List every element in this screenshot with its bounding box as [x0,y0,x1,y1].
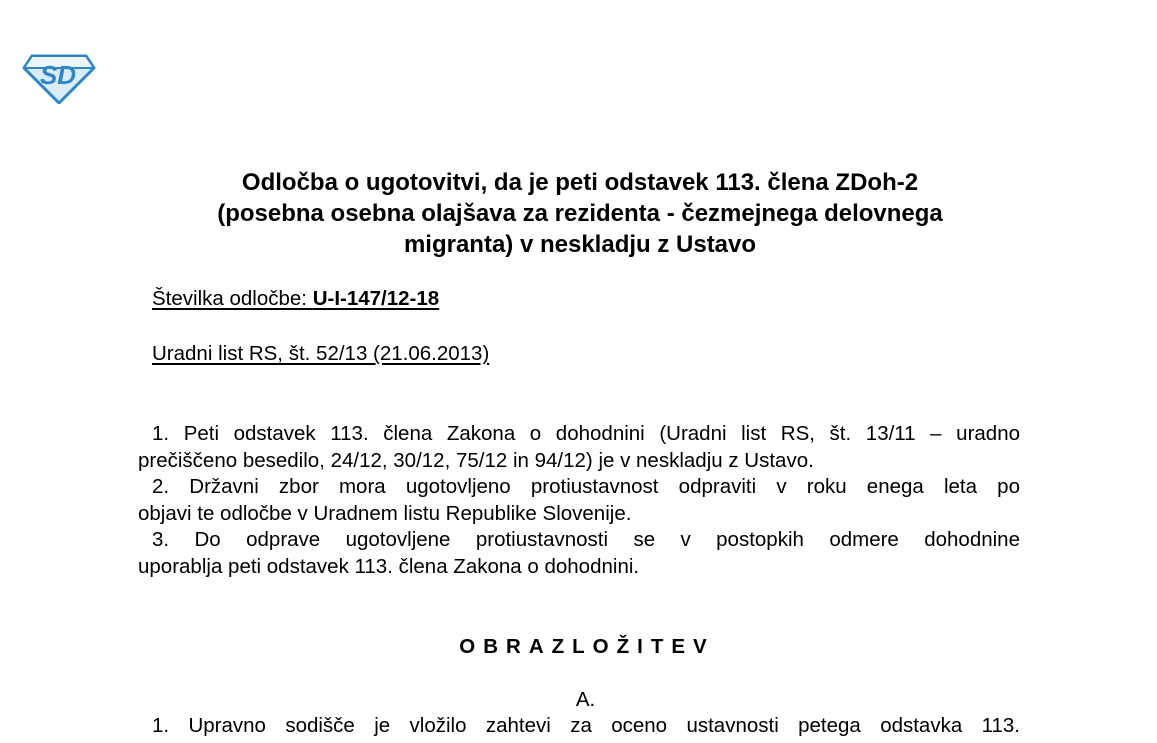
section-a-point-1: 1. Upravno sodišče je vložilo zahtevi za oceno ustavnosti petega odstavka 113. [152,714,1020,737]
point-2-rest: objavi te odločbe v Uradnem listu Republike Slovenije. [138,501,632,525]
point-1-first-line: 1. Peti odstavek 113. člena Zakona o dohodnini (Uradni list RS, št. 13/11 – uradno [152,422,1020,445]
point-1-rest: prečiščeno besedilo, 24/12, 30/12, 75/12 in 94/12) je v neskladju z Ustavo. [138,448,814,472]
decision-number [152,287,439,311]
decision-number-label: Številka odločbe: [152,287,307,310]
operative-point-2 [138,474,1020,527]
point-2-first-line: 2. Državni zbor mora ugotovljeno protiustavnost odpraviti v roku enega leta po [152,475,1020,498]
operative-point-3 [138,527,1020,580]
reasoning-heading: OBRAZLOŽITEV [459,635,715,658]
sd-logo-icon [22,50,96,104]
decision-number-value: U-I-147/12-18 [312,287,440,310]
point-3-first-line: 3. Do odprave ugotovljene protiustavnosti se v postopkih odmere dohodnine [152,528,1020,551]
svg-text:SD: SD [39,60,77,90]
gazette-reference: Uradni list RS, št. 52/13 (21.06.2013) [152,342,490,365]
document-title: Odločba o ugotovitvi, da je peti odstavek 113. člena ZDoh-2 (posebna osebna olajšava za rezidenta - čezmejnega delovnega migranta) v neskladju z Ustavo [217,169,943,258]
section-label: A. [575,688,596,711]
operative-point-1 [138,421,1020,474]
point-3-rest: uporablja peti odstavek 113. člena Zakona o dohodnini. [138,554,640,578]
